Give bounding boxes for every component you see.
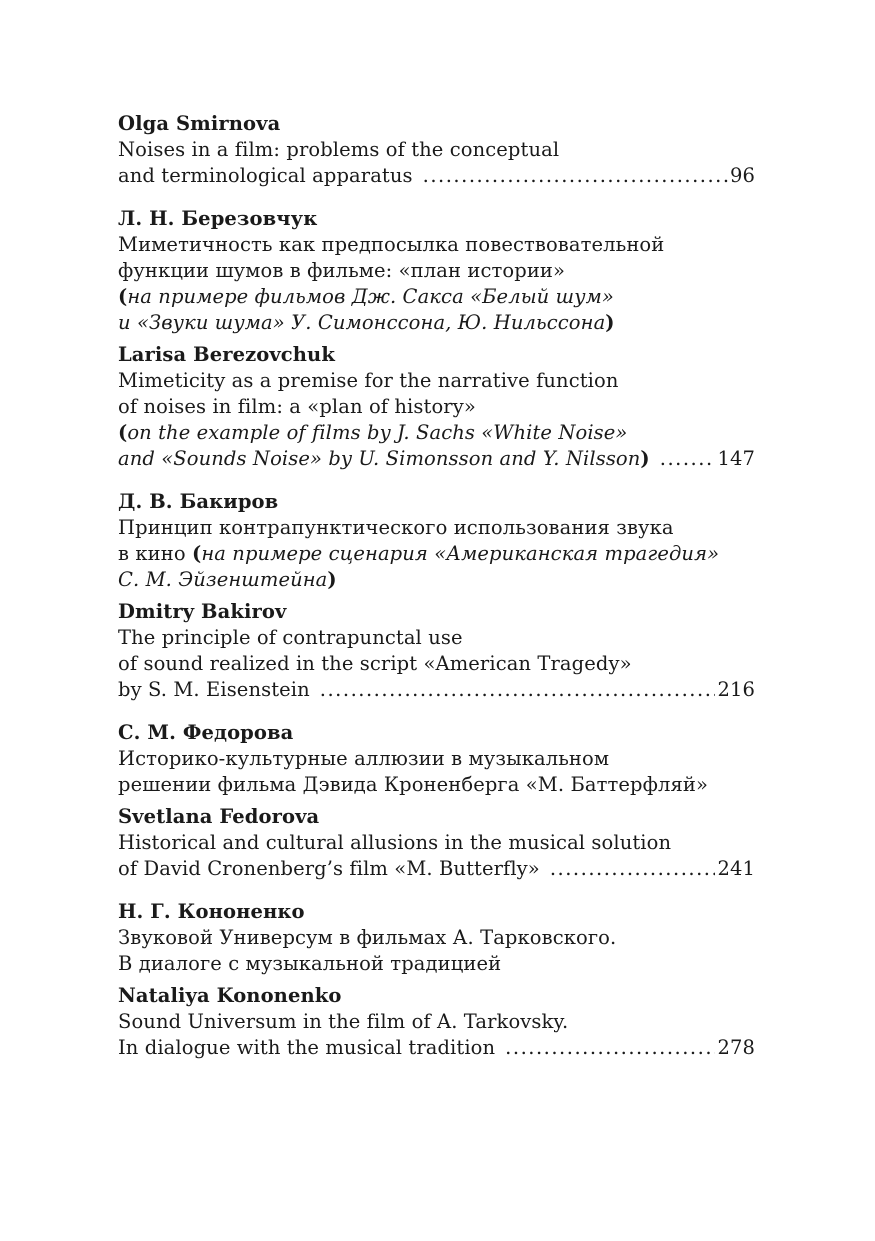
toc-entry-fedorova-en	[118, 804, 755, 882]
title-line: of sound realized in the script «American Tragedy»	[118, 652, 632, 675]
close-paren: )	[605, 311, 615, 334]
title-line: Mimeticity as a premise for the narrative function	[118, 369, 619, 392]
author-name: Н. Г. Кононенко	[118, 900, 305, 923]
open-paren: (	[118, 421, 128, 444]
title-line	[118, 310, 755, 336]
title-line: Звуковой Универсум в фильмах А. Тарковского.	[118, 926, 617, 949]
dot-leader	[505, 1035, 715, 1061]
plain-text: в кино	[118, 542, 192, 565]
title-line-text: In dialogue with the musical tradition	[118, 1036, 496, 1059]
open-paren: (	[192, 542, 202, 565]
title-line	[118, 567, 755, 593]
title-line: функции шумов в фильме: «план истории»	[118, 259, 566, 282]
author-name: Nataliya Kononenko	[118, 984, 342, 1007]
dot-leader	[660, 446, 716, 472]
author-name: Dmitry Bakirov	[118, 600, 287, 623]
dot-leader	[550, 856, 716, 882]
italic-text: С. М. Эйзенштейна	[118, 568, 328, 591]
title-line-text: by S. M. Eisenstein	[118, 678, 310, 701]
title-line: решении фильма Дэвида Кроненберга «М. Баттерфляй»	[118, 773, 708, 796]
page-number: 147	[717, 447, 755, 470]
title-line-text: of David Cronenberg’s film «M. Butterfly»	[118, 857, 540, 880]
title-line: Миметичность как предпосылка повествовательной	[118, 233, 665, 256]
author-name: С. М. Федорова	[118, 721, 294, 744]
title-line-with-page	[118, 856, 755, 882]
author-name: Olga Smirnova	[118, 112, 281, 135]
title-line: В диалоге с музыкальной традицией	[118, 952, 502, 975]
title-line: The principle of contrapunctal use	[118, 626, 463, 649]
title-line-with-page	[118, 163, 755, 189]
page-number: 241	[717, 857, 755, 880]
page-number: 96	[729, 164, 755, 187]
title-line: of noises in film: a «plan of history»	[118, 395, 476, 418]
toc-entry-bakirov-ru	[118, 489, 755, 593]
italic-text: on the example of films by J. Sachs «White Noise»	[127, 421, 628, 444]
toc-entry-berezovchuk-en	[118, 342, 755, 472]
author-name: Л. Н. Березовчук	[118, 207, 318, 230]
toc-entry-bakirov-en	[118, 599, 755, 703]
title-line	[118, 284, 755, 310]
toc-entry-smirnova	[118, 111, 755, 189]
author-name: Larisa Berezovchuk	[118, 343, 335, 366]
title-line: Принцип контрапунктического использования звука	[118, 516, 674, 539]
page-number: 278	[717, 1036, 755, 1059]
title-line-text: and terminological apparatus	[118, 164, 413, 187]
title-line	[118, 420, 755, 446]
italic-text: and «Sounds Noise» by U. Simonsson and Y. Nilsson	[118, 447, 641, 470]
dot-leader	[423, 163, 728, 189]
italic-text: и «Звуки шума» У. Симонссона, Ю. Нильссона	[118, 311, 606, 334]
close-paren: )	[327, 568, 337, 591]
title-line-with-page	[118, 1035, 755, 1061]
toc-entry-kononenko-en	[118, 983, 755, 1061]
toc-entry-kononenko-ru	[118, 899, 755, 977]
author-name: Д. В. Бакиров	[118, 490, 279, 513]
title-line: Sound Universum in the film of A. Tarkovsky.	[118, 1010, 569, 1033]
toc-entry-fedorova-ru	[118, 720, 755, 798]
title-line: Историко-культурные аллюзии в музыкальном	[118, 747, 610, 770]
italic-text: на примере сценария «Американская трагедия»	[201, 542, 720, 565]
author-name: Svetlana Fedorova	[118, 805, 320, 828]
page-number: 216	[717, 678, 755, 701]
title-line-with-page	[118, 446, 755, 472]
dot-leader	[320, 677, 716, 703]
title-line-with-page	[118, 677, 755, 703]
title-line: Noises in a film: problems of the conceptual	[118, 138, 560, 161]
title-line	[118, 541, 755, 567]
title-line: Historical and cultural allusions in the musical solution	[118, 831, 672, 854]
open-paren: (	[118, 285, 128, 308]
close-paren: )	[640, 447, 650, 470]
title-line-text	[118, 446, 650, 472]
italic-text: на примере фильмов Дж. Сакса «Белый шум»	[127, 285, 614, 308]
toc-entry-berezovchuk-ru	[118, 206, 755, 336]
table-of-contents	[118, 111, 755, 1061]
